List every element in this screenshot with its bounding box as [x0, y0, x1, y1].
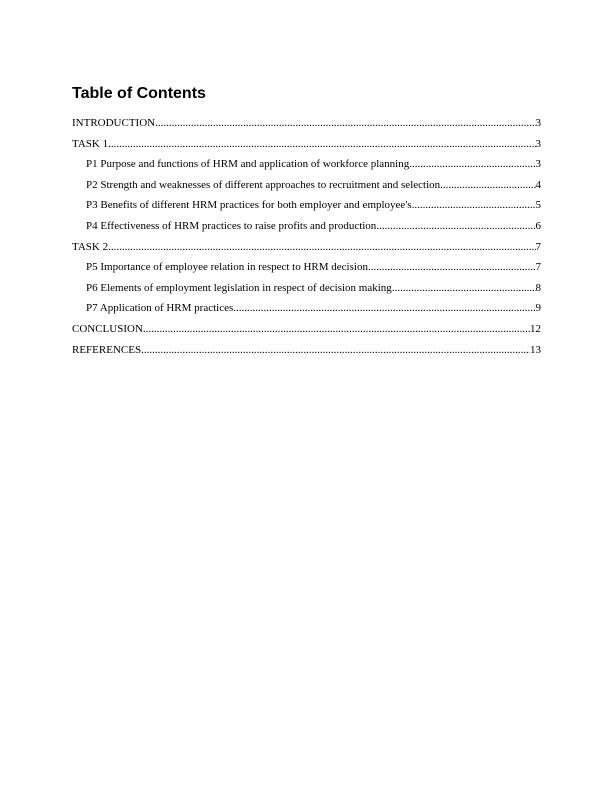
toc-entry-p6[interactable] — [72, 282, 541, 303]
toc-title: Table of Contents — [72, 85, 206, 102]
toc-entry-label: P6 Elements of employment legislation in respect of decision making — [86, 281, 392, 294]
toc-entry-p7[interactable] — [72, 302, 541, 323]
toc-entry-page: 3 — [535, 137, 541, 150]
toc-dot-leader — [108, 138, 535, 151]
toc-entry-page: 4 — [535, 178, 541, 191]
toc-dot-leader — [392, 282, 536, 295]
toc-list — [72, 117, 541, 364]
toc-entry-label: TASK 2 — [72, 240, 109, 253]
toc-entry-label: CONCLUSION — [72, 322, 143, 335]
toc-entry-conclusion[interactable] — [72, 323, 541, 344]
toc-entry-label: P5 Importance of employee relation in respect to HRM decision — [86, 261, 368, 274]
toc-dot-leader — [376, 220, 535, 233]
toc-entry-label: REFERENCES — [72, 343, 142, 356]
toc-entry-page: 7 — [535, 261, 541, 274]
toc-dot-leader — [141, 344, 530, 357]
toc-dot-leader — [368, 261, 536, 274]
toc-dot-leader — [412, 199, 536, 212]
toc-entry-page: 13 — [530, 343, 541, 356]
toc-dot-leader — [108, 241, 535, 254]
toc-entry-page: 12 — [530, 322, 541, 335]
toc-dot-leader — [233, 302, 535, 315]
toc-entry-p3[interactable] — [72, 199, 541, 220]
toc-entry-label: TASK 1 — [72, 137, 109, 150]
toc-entry-page: 7 — [535, 240, 541, 253]
toc-entry-label: P1 Purpose and functions of HRM and application of workforce planning — [86, 158, 410, 171]
toc-dot-leader — [440, 179, 535, 192]
toc-entry-p4[interactable] — [72, 220, 541, 241]
toc-entry-page: 6 — [535, 219, 541, 232]
toc-dot-leader — [155, 117, 535, 130]
toc-dot-leader — [143, 323, 530, 336]
toc-entry-page: 9 — [535, 302, 541, 315]
toc-entry-references[interactable] — [72, 344, 541, 365]
toc-entry-page: 8 — [535, 281, 541, 294]
toc-entry-label: P4 Effectiveness of HRM practices to raise profits and production — [86, 219, 377, 232]
toc-entry-page: 3 — [535, 158, 541, 171]
toc-entry-label: P3 Benefits of different HRM practices for both employer and employee's — [86, 199, 412, 212]
toc-entry-task-2[interactable] — [72, 241, 541, 262]
toc-entry-introduction[interactable] — [72, 117, 541, 138]
toc-entry-task-1[interactable] — [72, 138, 541, 159]
toc-entry-p2[interactable] — [72, 179, 541, 200]
toc-entry-p1[interactable] — [72, 158, 541, 179]
toc-entry-page: 3 — [535, 117, 541, 129]
toc-entry-p5[interactable] — [72, 261, 541, 282]
toc-dot-leader — [409, 158, 535, 171]
toc-entry-page: 5 — [535, 199, 541, 212]
toc-entry-label: P2 Strength and weaknesses of different approaches to recruitment and selection — [86, 178, 441, 191]
toc-entry-label: INTRODUCTION — [72, 117, 156, 129]
toc-entry-label: P7 Application of HRM practices — [86, 302, 234, 315]
